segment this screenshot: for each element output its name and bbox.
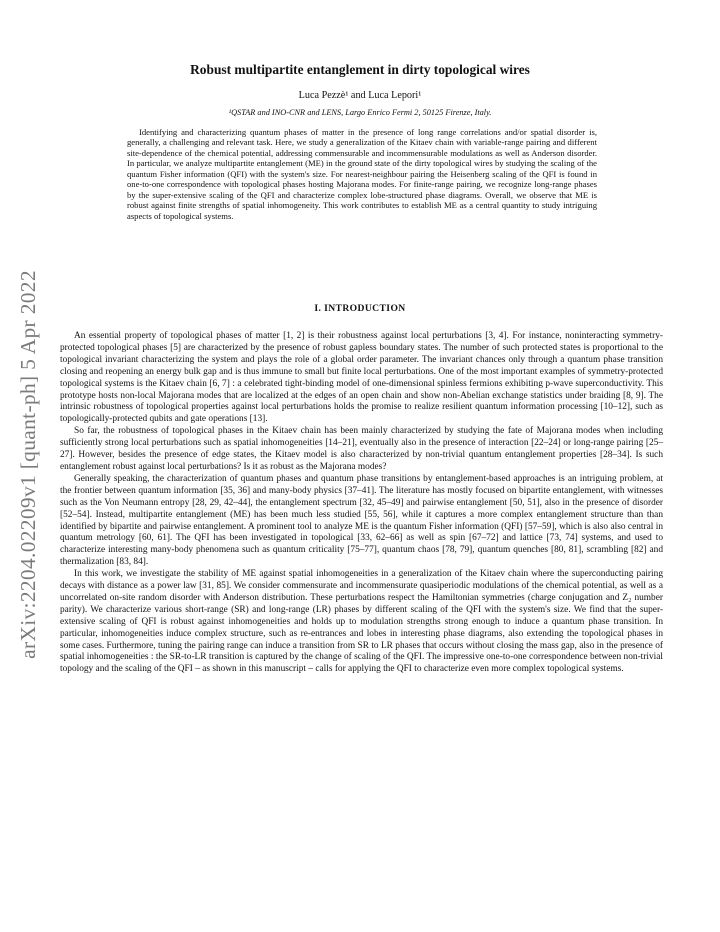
paragraph-1: An essential property of topological phases of matter [1, 2] is their robustness against local perturbations [3, 4]. For instance, noninteracting symmetry-protected topological phases [5] are characterized by the presence of robust gapless boundary states. The number of such protected states is proportional to the topological invariant characterizing the system and plays the role of a global order parameter. The invariant chances only through a quantum phase transition closing and reopening an energy bulk gap and is thus immune to small but finite local perturbations. One of the most important examples of symmetry-protected topological systems is the Kitaev chain [6, 7] : a celebrated tight-binding model of one-dimensional spinless fermions exhibiting p-wave superconductivity. This prototype hosts non-local Majorana modes that are localized at the edges of an open chain and show non-Abelian exchange statistics under braiding [8, 9]. The intrinsic robustness of topological properties against local perturbations holds the promise to realize resilient quantum information processing [10–12], such as topologically-protected qubits and gate operations [13]. [60, 331, 663, 425]
paragraph-3: Generally speaking, the characterization of quantum phases and quantum phase transitions by entanglement-based approaches is an intriguing problem, at the frontier between quantum information [35, 36] and many-body physics [37–41]. The literature has mostly focused on bipartite entanglement, with witnesses such as the Von Neumann entropy [28, 29, 42–44], the entanglement spectrum [32, 45–49] and pairwise entanglement [50, 51], also in the presence of disorder [52–54]. Instead, multipartite entanglement (ME) has been much less studied [55, 56], while it captures a more complex entanglement structure than than identified by bipartite and pairwise entanglement. A prominent tool to analyze ME is the quantum Fisher information (QFI) [57–59], which is also also central in quantum metrology [60, 61]. The QFI has been investigated in topological [33, 62–66] as well as spin [67–72] and lattice [73, 74] systems, and used to characterize interesting many-body phenomena such as quantum criticality [75–77], quantum chaos [78, 79], quantum quenches [80, 81], scrambling [82] and thermalization [83, 84]. [60, 473, 663, 568]
introduction-body [60, 331, 663, 676]
arxiv-identifier-text: arXiv:2204.02209v1 [quant-ph] 5 Apr 2022 [15, 269, 40, 659]
author-affiliation: ¹QSTAR and INO-CNR and LENS, Largo Enrico Fermi 2, 50125 Firenze, Italy. [228, 108, 492, 117]
paper-title: Robust multipartite entanglement in dirty topological wires [190, 62, 530, 77]
paragraph-2: So far, the robustness of topological phases in the Kitaev chain has been mainly characterized by studying the fate of Majorana modes when including sufficiently strong local perturbations such as spatial inhomogeneities [14–21], eventually also in the presence of interaction [22–24] or long-range pairing [25–27]. However, besides the presence of edge states, the Kitaev model is also characterized by non-trivial quantum entanglement properties [28–34]. Is such entanglement robust against local perturbations? Is it as robust as the Majorana modes? [60, 426, 663, 472]
section-heading-introduction: I. INTRODUCTION [314, 303, 406, 314]
arxiv-identifier-stamp [10, 244, 46, 684]
author-list: Luca Pezzè¹ and Luca Lepori¹ [298, 90, 422, 101]
abstract: Identifying and characterizing quantum phases of matter in the presence of long range correlations and/or spatial disorder is, generally, a challenging and relevant task. Here, we study a generalization of the Kitaev chain with variable-range pairing and different site-dependence of the chemical potential, addressing commensurable and incommensurable modulations as well as Anderson disorder. In particular, we analyze multipartite entanglement (ME) in the ground state of the dirty topological wires by studying the scaling of the quantum Fisher information (QFI) with the system's size. For nearest-neighbour pairing the Heisenberg scaling of the QFI is found in one-to-one correspondence with topological phases hosting Majorana modes. For finite-range pairing, we recognize long-range phases by the super-extensive scaling of the QFI and characterize complex lobe-structured phase diagrams. Overall, we observe that ME is robust against finite strengths of spatial inhomogeneity. This work contributes to establish ME as a central quantity to study intriguing aspects of topological systems. [127, 127, 597, 221]
paragraph-4: In this work, we investigate the stability of ME against spatial inhomogeneities in a generalization of the Kitaev chain where the superconducting pairing decays with distance as a power law [31, 85]. We consider commensurate and incommensurate quasiperiodic modulations of the chemical potential, as well as a uncorrelated on-site random disorder with Anderson distribution. These perturbations respect the Hamiltonian symmetries (charge conjugation and Z₂ number parity). We characterize various short-range (SR) and long-range (LR) phases by different scaling of the QFI with the system's size. We find that the super-extensive scaling of QFI is robust against inhomogeneities and holds up to modulation strengths strong enough to induce a quantum phase transition. In particular, inhomogeneities induce complex structure, such as re-entrances and lobes in interesting phase diagrams, also extending the topological phases in some cases. Furthermore, tuning the pairing range can induce a transition from SR to LR phases that occurs without closing the mass gap, also in the presence of spatial inhomogeneities : the SR-to-LR transition is captured by the change of scaling of the QFI. The impressive one-to-one correspondence between non-trivial topology and the scaling of the QFI – as shown in this manuscript – calls for applying the QFI to characterize even more complex topological systems. [60, 569, 663, 675]
